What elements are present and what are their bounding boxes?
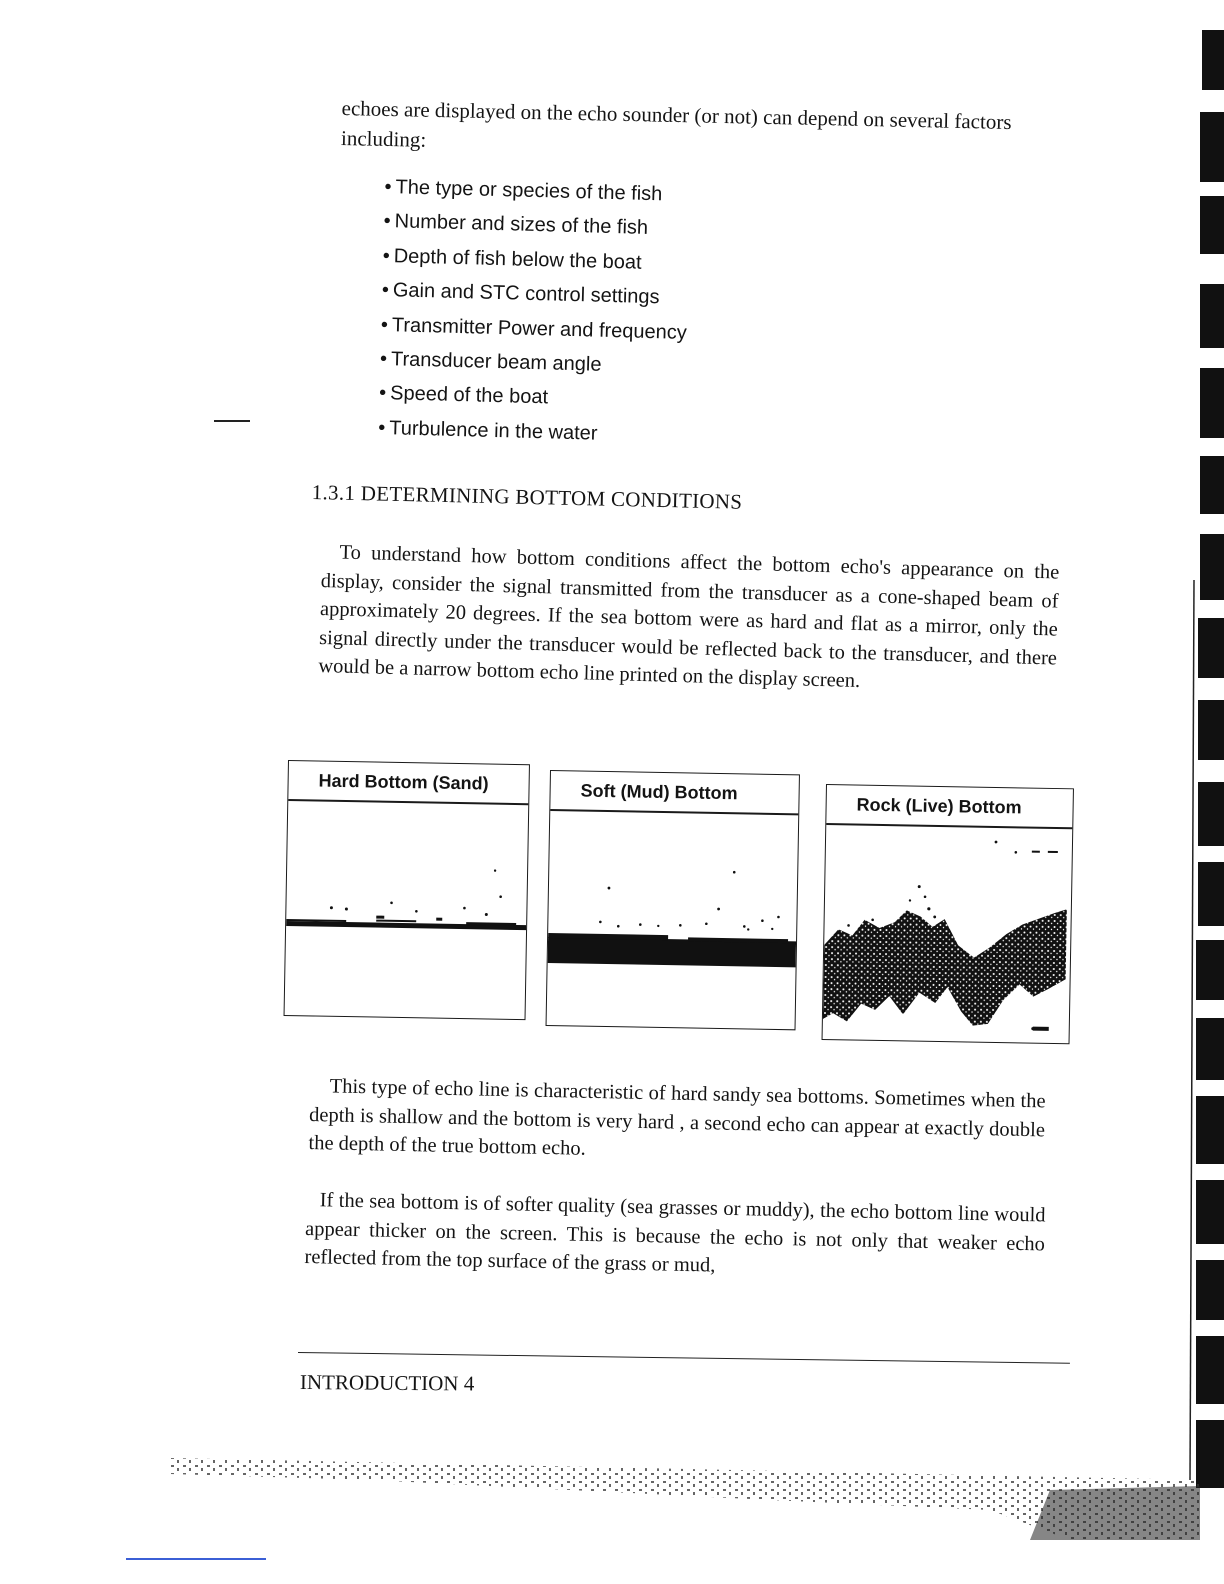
hard-bottom-echo-display — [285, 801, 529, 1019]
list-item: • Transmitter Power and frequency — [380, 308, 687, 350]
soft-bottom-panel — [546, 770, 800, 1030]
list-item: • Turbulence in the water — [378, 411, 685, 453]
factors-list — [378, 170, 691, 453]
list-item: • Transducer beam angle — [380, 342, 687, 384]
list-item: • The type or species of the fish — [384, 170, 691, 212]
footer-rule — [298, 1352, 1070, 1364]
bottom-left-underline — [126, 1558, 266, 1560]
list-item: • Number and sizes of the fish — [383, 204, 690, 246]
page-footer-label: INTRODUCTION 4 — [299, 1370, 475, 1396]
list-item: • Speed of the boat — [379, 376, 686, 418]
paragraph-hard-bottom: This type of echo line is characteristic of hard sandy sea bottoms. Sometimes when the depth is shallow and the bottom is very hard , a second echo can appear at exactly double the depth of the true bottom echo. — [308, 1075, 1046, 1160]
intro-paragraph: echoes are displayed on the echo sounder (or not) can depend on several factors including: — [340, 95, 1012, 152]
section-heading: 1.3.1 DETERMINING BOTTOM CONDITIONS — [311, 480, 743, 514]
panel-label: Rock (Live) Bottom — [826, 785, 1073, 829]
rock-bottom-echo-display — [823, 825, 1073, 1043]
list-item: • Gain and STC control settings — [381, 273, 688, 315]
paragraph-bottom-conditions: To understand how bottom conditions affect the bottom echo's appearance on the display, consider the signal transmitted from the transducer as a cone-shaped beam of approximately 20 degrees. If the sea bottom were as hard and flat as a mirror, only the signal directly under the transducer would be reflected back to the transducer, and there would be a narrow bottom echo line printed on the display screen. — [318, 541, 1060, 693]
list-item: • Depth of fish below the boat — [382, 239, 689, 281]
hard-bottom-panel — [284, 760, 530, 1020]
rock-bottom-panel — [822, 784, 1074, 1044]
margin-dash — [214, 420, 250, 422]
rock-bottom-echo-mass — [823, 905, 1067, 1027]
panel-label: Soft (Mud) Bottom — [550, 771, 799, 815]
scan-edge-noise — [170, 1440, 1200, 1540]
soft-bottom-echo-display — [547, 811, 799, 1029]
hard-bottom-echo-line — [286, 921, 526, 930]
paragraph-soft-bottom: If the sea bottom is of softer quality (sea grasses or muddy), the echo bottom line would appear thicker on the screen. This is because the echo is not only that weaker echo reflected from the top surface of the grass or mud, — [304, 1189, 1046, 1277]
panel-label: Hard Bottom (Sand) — [288, 761, 529, 805]
spiral-binding-marks — [1154, 20, 1224, 1500]
